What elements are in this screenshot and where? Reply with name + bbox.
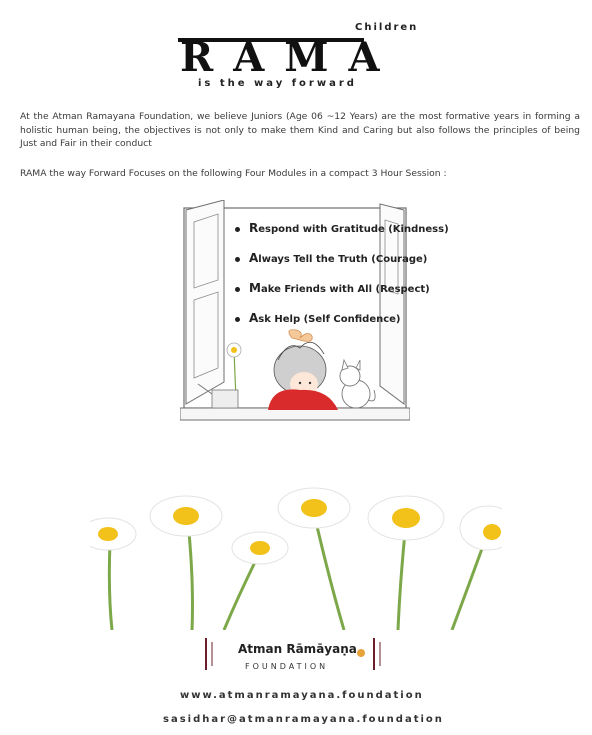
website-link[interactable]: www.atmanramayana.foundation xyxy=(180,690,424,701)
org-subtitle: FOUNDATION xyxy=(245,662,329,671)
bullet-icon xyxy=(235,317,240,322)
module-item: Make Friends with All (Respect) xyxy=(235,278,449,308)
org-name: Atman Rāmāyaṇa xyxy=(238,642,357,656)
page-title: RAMA xyxy=(180,34,400,81)
module-item: Respond with Gratitude (Kindness) xyxy=(235,218,449,248)
daisy-photo xyxy=(90,452,502,630)
accent-dot-icon xyxy=(356,648,366,658)
modules-lead: RAMA the way Forward Focuses on the following Four Modules in a compact 3 Hour Session : xyxy=(20,168,447,179)
intro-paragraph: At the Atman Ramayana Foundation, we believe Juniors (Age 06 ~12 Years) are the most formative years in forming a holistic human being, the objectives is not only to make them Kind and Caring but also follows the principles of being Just and Fair in their conduct xyxy=(20,111,580,149)
module-item: Ask Help (Self Confidence) xyxy=(235,308,449,338)
bullet-icon xyxy=(235,287,240,292)
tagline: is the way forward xyxy=(198,78,357,89)
logo-left-mark-icon xyxy=(200,634,220,674)
module-item: Always Tell the Truth (Courage) xyxy=(235,248,449,278)
title-badge: Children xyxy=(355,22,419,33)
email-link[interactable]: sasidhar@atmanramayana.foundation xyxy=(163,714,444,725)
bullet-icon xyxy=(235,257,240,262)
logo-right-mark-icon xyxy=(368,634,388,674)
bullet-icon xyxy=(235,227,240,232)
modules-list xyxy=(235,218,449,338)
